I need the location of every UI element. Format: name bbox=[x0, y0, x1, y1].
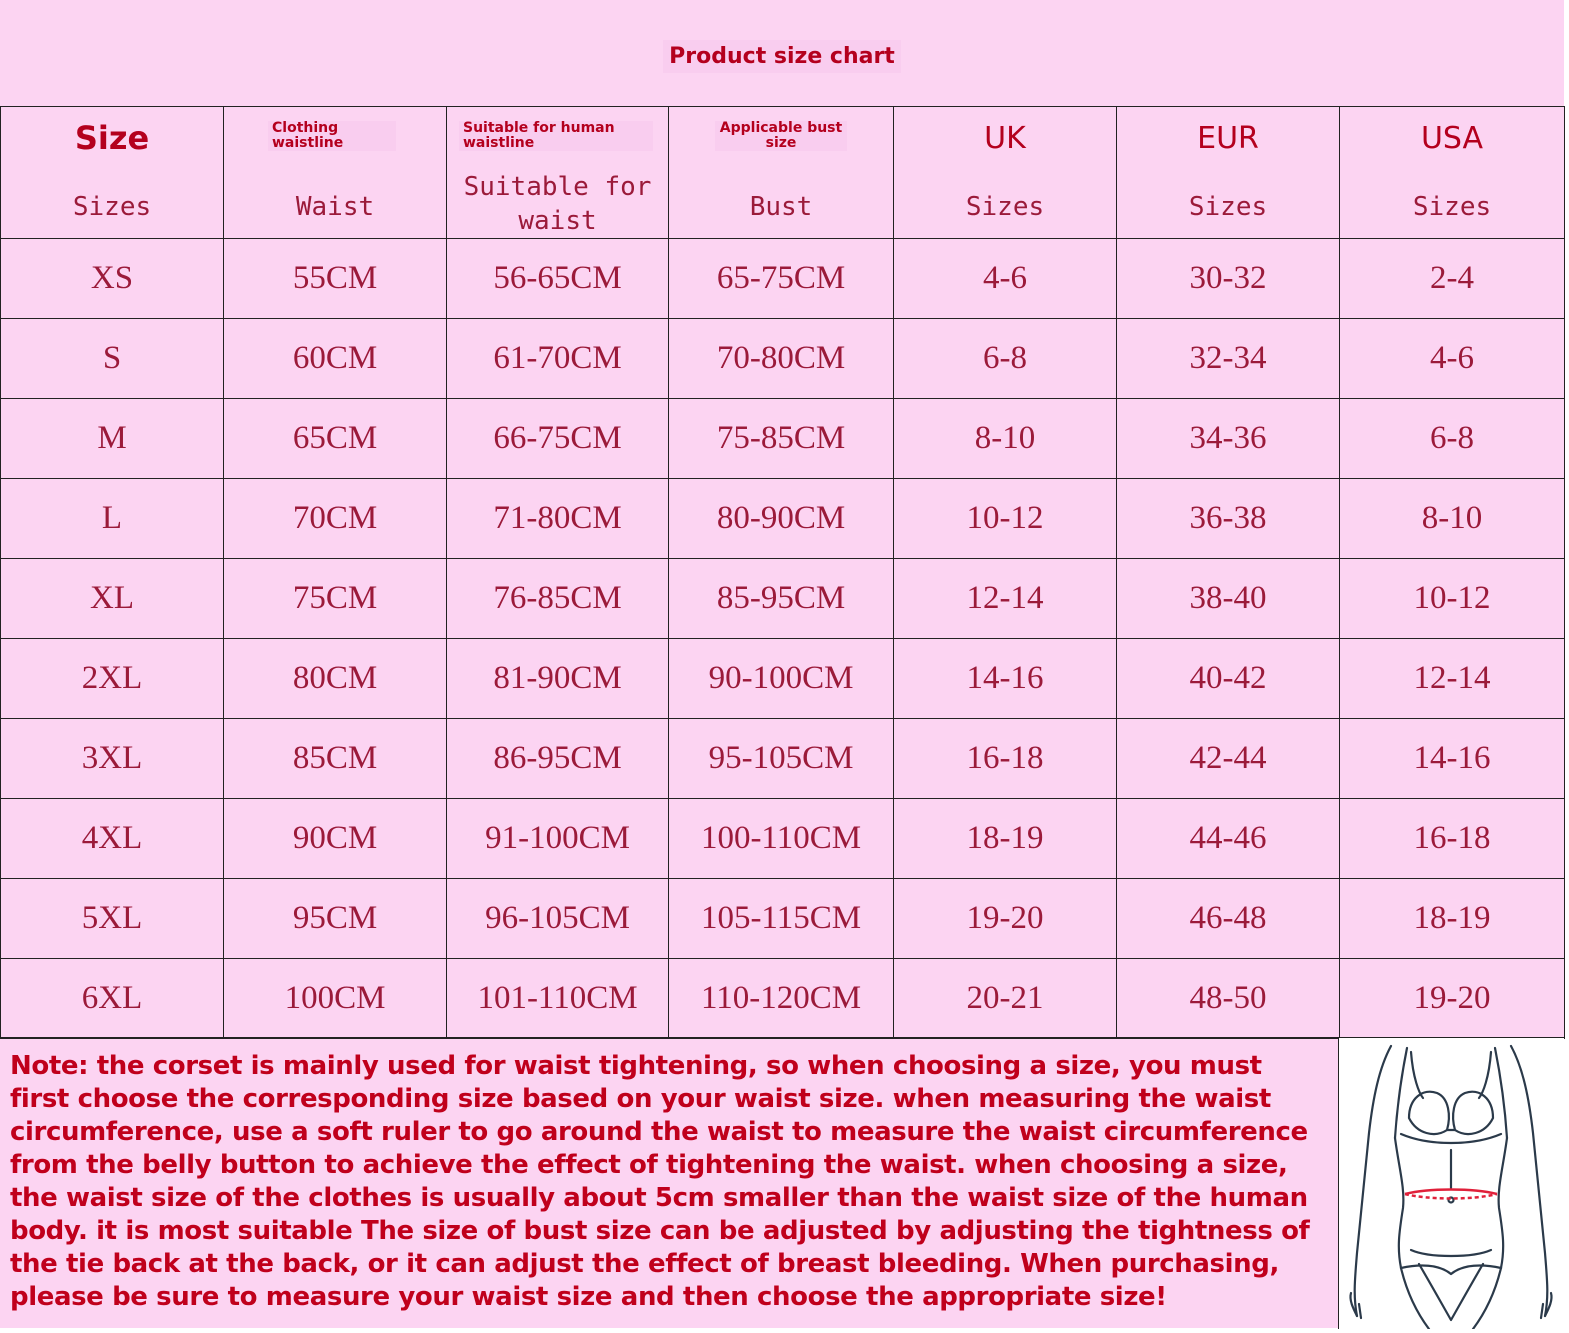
cell-eur: 36-38 bbox=[1117, 479, 1340, 559]
cell-suitable-waist: 86-95CM bbox=[447, 719, 669, 799]
cell-usa: 6-8 bbox=[1340, 399, 1565, 479]
cell-size: XL bbox=[1, 559, 224, 639]
cell-waist: 55CM bbox=[224, 239, 447, 319]
header-waist-label: Clothing waistline bbox=[268, 121, 396, 151]
cell-bust: 100-110CM bbox=[669, 799, 894, 879]
cell-bust: 75-85CM bbox=[669, 399, 894, 479]
cell-bust: 80-90CM bbox=[669, 479, 894, 559]
title-band bbox=[0, 0, 1564, 107]
cell-eur: 40-42 bbox=[1117, 639, 1340, 719]
cell-waist: 70CM bbox=[224, 479, 447, 559]
cell-suitable-waist: 76-85CM bbox=[447, 559, 669, 639]
cell-usa: 14-16 bbox=[1340, 719, 1565, 799]
table-row bbox=[1, 239, 1565, 319]
cell-suitable-waist: 91-100CM bbox=[447, 799, 669, 879]
cell-waist: 75CM bbox=[224, 559, 447, 639]
header-eur-label: EUR bbox=[1197, 121, 1259, 156]
cell-eur: 30-32 bbox=[1117, 239, 1340, 319]
size-table bbox=[0, 106, 1565, 1039]
cell-size: L bbox=[1, 479, 224, 559]
header-suitable-waist-label: Suitable for human waistline bbox=[459, 121, 653, 151]
cell-waist: 80CM bbox=[224, 639, 447, 719]
cell-suitable-waist: 66-75CM bbox=[447, 399, 669, 479]
cell-bust: 90-100CM bbox=[669, 639, 894, 719]
cell-usa: 4-6 bbox=[1340, 319, 1565, 399]
table-row bbox=[1, 879, 1565, 959]
cell-waist: 85CM bbox=[224, 719, 447, 799]
table-row bbox=[1, 479, 1565, 559]
cell-size: XS bbox=[1, 239, 224, 319]
cell-eur: 44-46 bbox=[1117, 799, 1340, 879]
size-note: Note: the corset is mainly used for waist tightening, so when choosing a size, you must first choose the corresponding size based on your waist size. when measuring the waist circumference, use a soft ruler to go around the waist to measure the waist circumference from the belly button to achieve the effect of tightening the waist. when choosing a size, the waist size of the clothes is usually about 5cm smaller than the waist size of the human body. it is most suitable The size of bust size can be adjusted by adjusting the tightness of the tie back at the back, or it can adjust the effect of breast bleeding. When purchasing, please be sure to measure your waist size and then choose the appropriate size! bbox=[10, 1051, 1310, 1312]
cell-bust: 65-75CM bbox=[669, 239, 894, 319]
cell-eur: 48-50 bbox=[1117, 959, 1340, 1039]
header-uk-sub: Sizes bbox=[965, 192, 1045, 222]
cell-size: 6XL bbox=[1, 959, 224, 1039]
cell-size: 3XL bbox=[1, 719, 224, 799]
cell-waist: 60CM bbox=[224, 319, 447, 399]
cell-uk: 19-20 bbox=[894, 879, 1117, 959]
cell-uk: 10-12 bbox=[894, 479, 1117, 559]
header-suitable-waist bbox=[447, 107, 669, 239]
cell-bust: 70-80CM bbox=[669, 319, 894, 399]
cell-suitable-waist: 71-80CM bbox=[447, 479, 669, 559]
note-box bbox=[0, 1038, 1339, 1329]
cell-bust: 85-95CM bbox=[669, 559, 894, 639]
cell-usa: 8-10 bbox=[1340, 479, 1565, 559]
cell-size: 2XL bbox=[1, 639, 224, 719]
header-waist bbox=[224, 107, 447, 239]
cell-eur: 32-34 bbox=[1117, 319, 1340, 399]
header-bust bbox=[669, 107, 894, 239]
table-row bbox=[1, 639, 1565, 719]
header-row bbox=[1, 107, 1565, 239]
cell-usa: 19-20 bbox=[1340, 959, 1565, 1039]
table-row bbox=[1, 559, 1565, 639]
cell-usa: 12-14 bbox=[1340, 639, 1565, 719]
cell-size: 4XL bbox=[1, 799, 224, 879]
table-row bbox=[1, 959, 1565, 1039]
header-usa bbox=[1340, 107, 1565, 239]
cell-bust: 95-105CM bbox=[669, 719, 894, 799]
header-eur-sub: Sizes bbox=[1188, 192, 1268, 222]
cell-eur: 38-40 bbox=[1117, 559, 1340, 639]
cell-uk: 16-18 bbox=[894, 719, 1117, 799]
cell-uk: 18-19 bbox=[894, 799, 1117, 879]
cell-suitable-waist: 101-110CM bbox=[447, 959, 669, 1039]
cell-uk: 4-6 bbox=[894, 239, 1117, 319]
cell-usa: 16-18 bbox=[1340, 799, 1565, 879]
cell-waist: 95CM bbox=[224, 879, 447, 959]
table-row bbox=[1, 319, 1565, 399]
cell-suitable-waist: 96-105CM bbox=[447, 879, 669, 959]
header-usa-sub: Sizes bbox=[1412, 192, 1492, 222]
cell-uk: 20-21 bbox=[894, 959, 1117, 1039]
header-bust-label: Applicable bust size bbox=[715, 121, 847, 151]
header-bust-sub: Bust bbox=[749, 192, 813, 222]
header-usa-label: USA bbox=[1420, 121, 1484, 156]
body-outline-icon bbox=[1339, 1038, 1564, 1329]
cell-usa: 10-12 bbox=[1340, 559, 1565, 639]
header-suitable-waist-sub: Suitable for waist bbox=[463, 172, 652, 236]
cell-usa: 2-4 bbox=[1340, 239, 1565, 319]
table-row bbox=[1, 399, 1565, 479]
cell-uk: 6-8 bbox=[894, 319, 1117, 399]
header-size bbox=[1, 107, 224, 239]
cell-size: M bbox=[1, 399, 224, 479]
cell-suitable-waist: 56-65CM bbox=[447, 239, 669, 319]
header-size-sub: Sizes bbox=[72, 192, 152, 222]
header-size-label: Size bbox=[74, 119, 150, 157]
header-eur bbox=[1117, 107, 1340, 239]
cell-usa: 18-19 bbox=[1340, 879, 1565, 959]
page-title: Product size chart bbox=[663, 40, 901, 73]
header-uk bbox=[894, 107, 1117, 239]
cell-suitable-waist: 81-90CM bbox=[447, 639, 669, 719]
cell-uk: 12-14 bbox=[894, 559, 1117, 639]
cell-waist: 65CM bbox=[224, 399, 447, 479]
cell-eur: 42-44 bbox=[1117, 719, 1340, 799]
cell-eur: 34-36 bbox=[1117, 399, 1340, 479]
header-waist-sub: Waist bbox=[295, 192, 375, 222]
cell-eur: 46-48 bbox=[1117, 879, 1340, 959]
cell-uk: 8-10 bbox=[894, 399, 1117, 479]
cell-waist: 100CM bbox=[224, 959, 447, 1039]
cell-suitable-waist: 61-70CM bbox=[447, 319, 669, 399]
cell-size: S bbox=[1, 319, 224, 399]
note-section bbox=[0, 1037, 1564, 1329]
cell-waist: 90CM bbox=[224, 799, 447, 879]
body-measurement-illustration-icon bbox=[1339, 1038, 1564, 1329]
cell-bust: 105-115CM bbox=[669, 879, 894, 959]
cell-uk: 14-16 bbox=[894, 639, 1117, 719]
cell-size: 5XL bbox=[1, 879, 224, 959]
cell-bust: 110-120CM bbox=[669, 959, 894, 1039]
table-row bbox=[1, 719, 1565, 799]
table-row bbox=[1, 799, 1565, 879]
header-uk-label: UK bbox=[984, 121, 1026, 156]
